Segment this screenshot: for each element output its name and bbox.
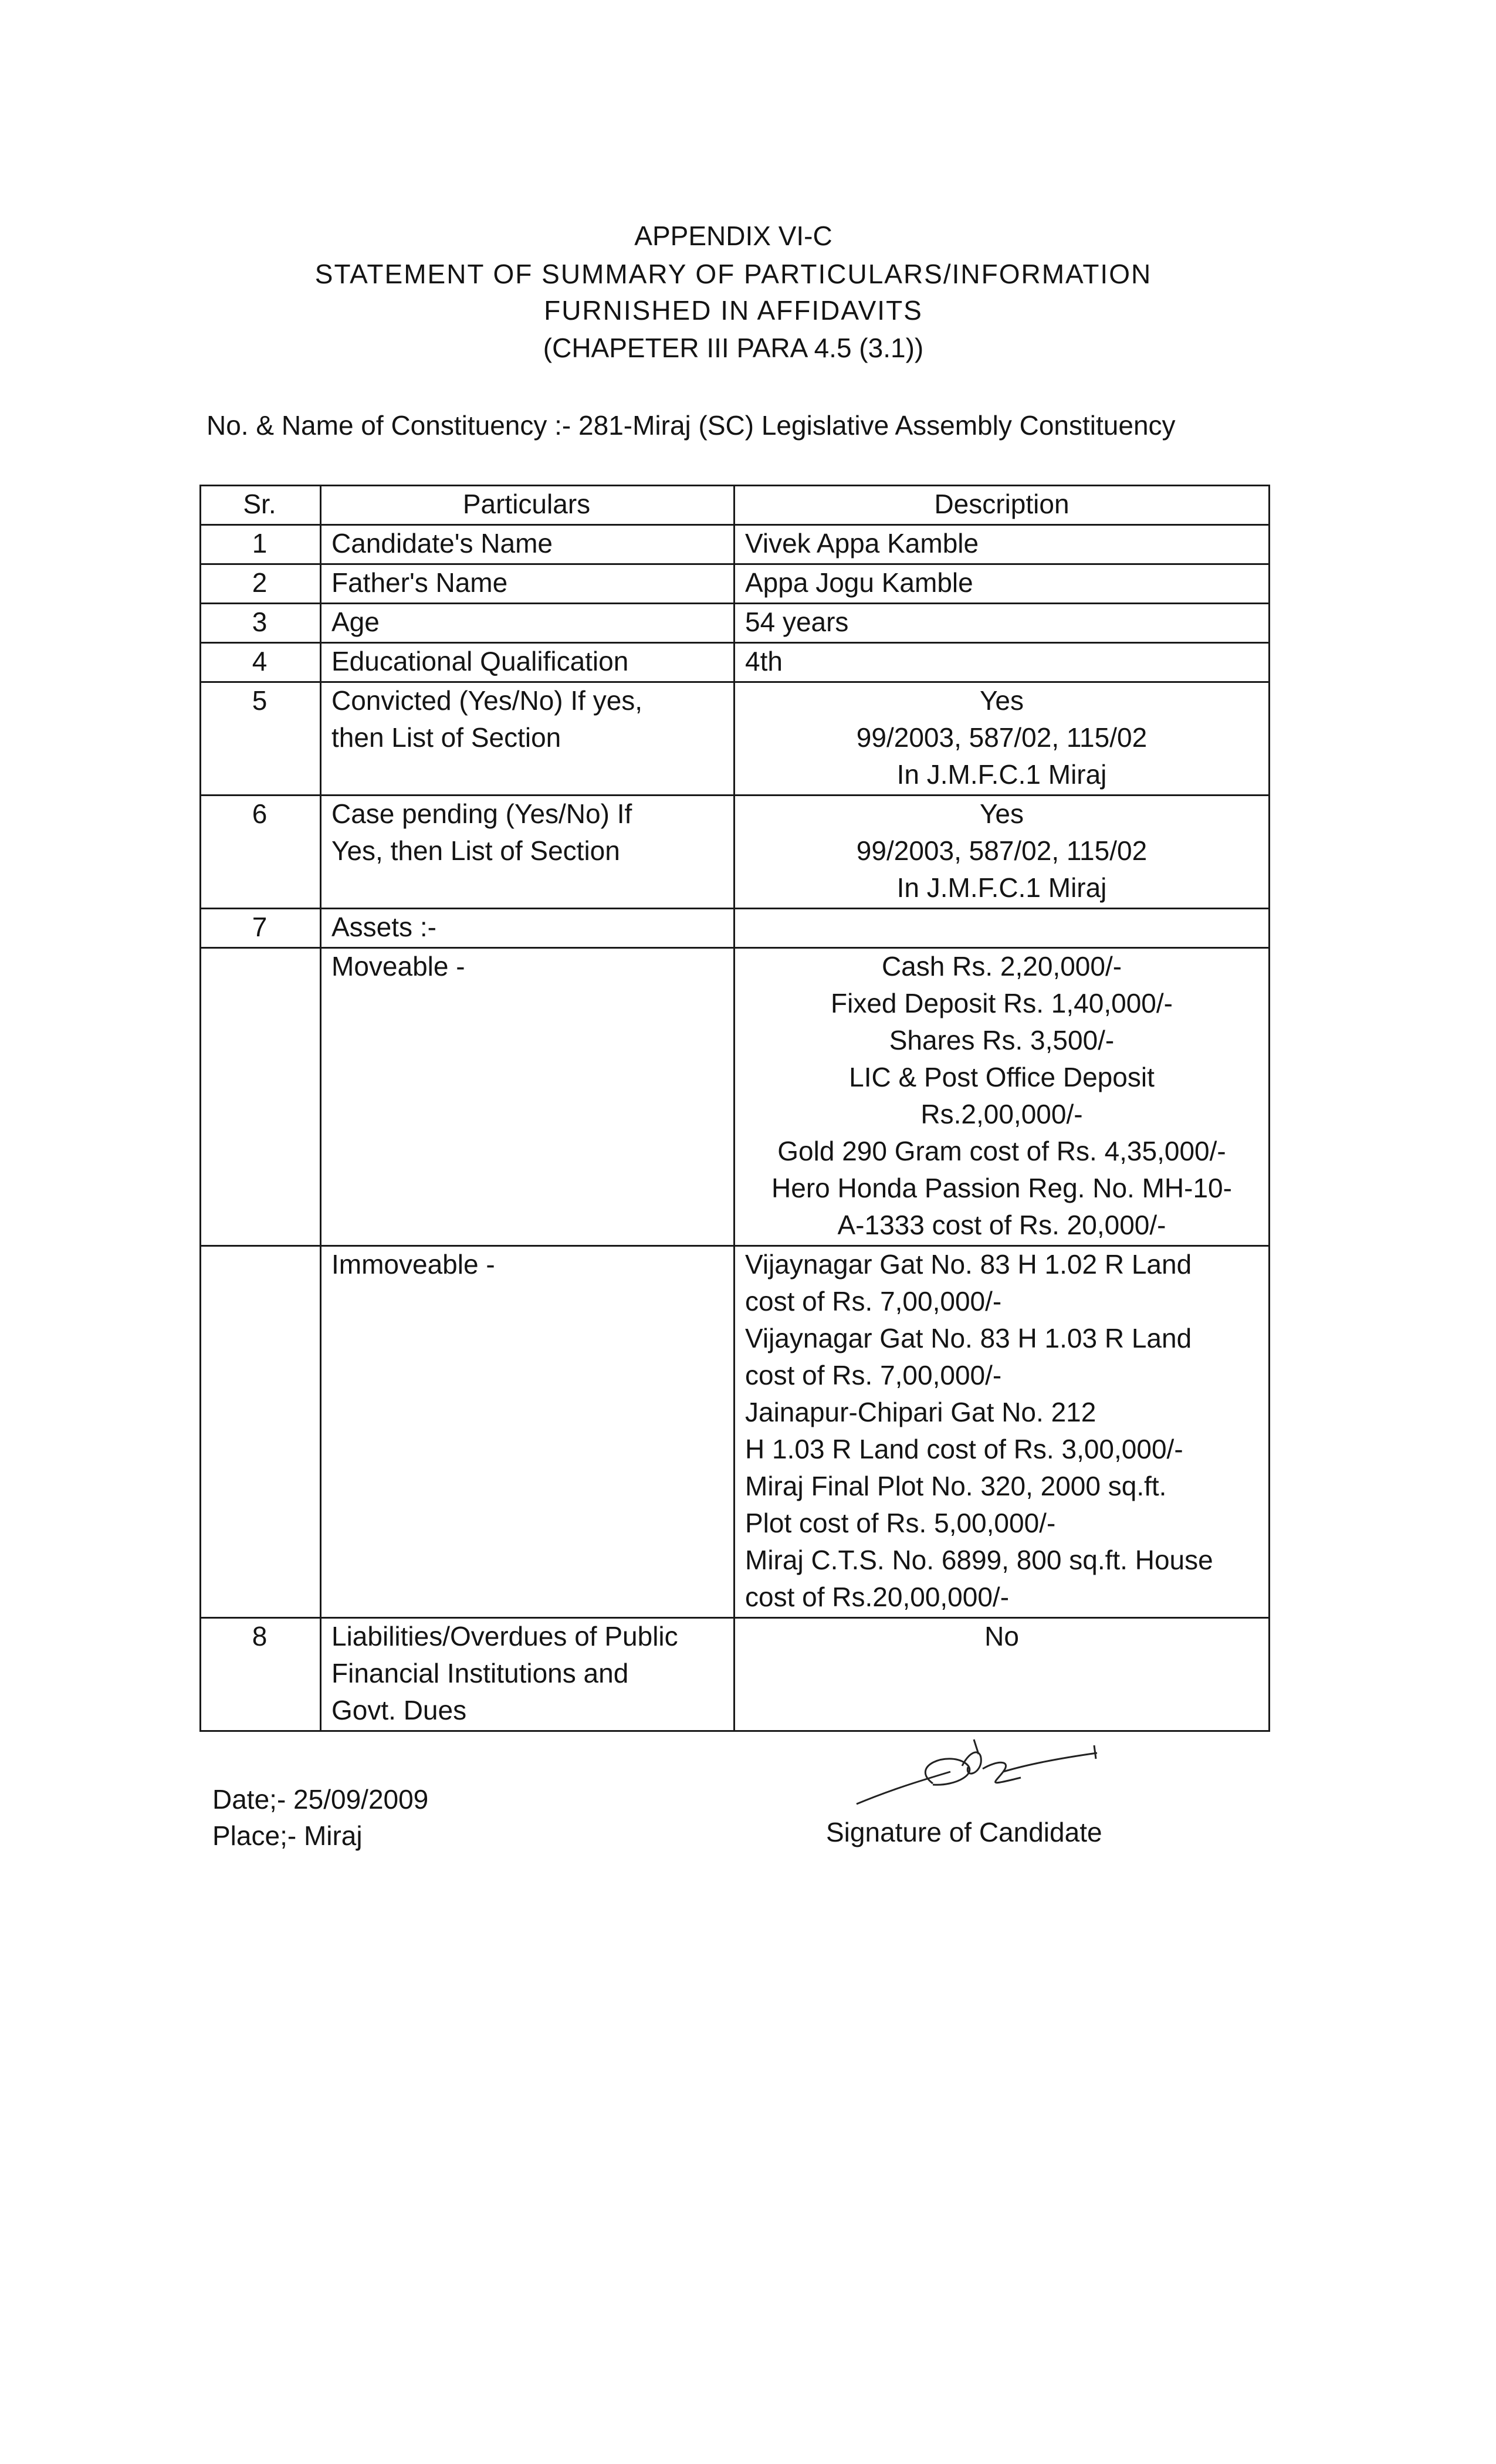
table-row-divider [199,1730,1270,1732]
date-line: Date;- 25/09/2009 [212,1784,429,1815]
row-particular: Educational Qualification [331,646,629,676]
row-description: Cash Rs. 2,20,000/- [881,951,1122,981]
row-description: H 1.03 R Land cost of Rs. 3,00,000/- [745,1434,1183,1464]
row-description: In J.M.F.C.1 Miraj [896,759,1107,790]
row-particular: Case pending (Yes/No) If [331,798,632,829]
header-particulars: Particulars [462,489,591,519]
row-sr-number: 3 [252,607,268,637]
affidavit-subtitle: FURNISHED IN AFFIDAVITS [544,295,923,326]
header-sr: Sr. [243,489,276,519]
signature-label: Signature of Candidate [826,1817,1102,1847]
row-particular: Financial Institutions and [331,1658,629,1688]
row-description: 54 years [745,607,849,637]
statement-title: STATEMENT OF SUMMARY OF PARTICULARS/INFORMATION [314,259,1152,289]
row-description: Miraj C.T.S. No. 6899, 800 sq.ft. House [745,1545,1213,1575]
row-sr-number: 8 [252,1621,268,1651]
row-description: cost of Rs.20,00,000/- [745,1582,1010,1612]
row-particular: Convicted (Yes/No) If yes, [331,685,643,716]
row-description: cost of Rs. 7,00,000/- [745,1286,1002,1316]
particulars-table [199,485,1270,1725]
row-description: A-1333 cost of Rs. 20,000/- [837,1210,1166,1240]
row-description: Jainapur-Chipari Gat No. 212 [745,1397,1096,1427]
row-description: Vijaynagar Gat No. 83 H 1.02 R Land [745,1249,1192,1280]
constituency-line: No. & Name of Constituency :- 281-Miraj (SC) Legislative Assembly Constituency [207,410,1176,441]
row-sr-number: 6 [252,798,268,829]
row-description: Hero Honda Passion Reg. No. MH-10- [771,1173,1232,1203]
row-description: Vivek Appa Kamble [745,528,979,559]
row-particular: Age [331,607,380,637]
row-description: Appa Jogu Kamble [745,567,973,598]
row-particular: Liabilities/Overdues of Public [331,1621,678,1651]
row-particular: Moveable - [331,951,465,981]
chapter-reference: (CHAPETER III PARA 4.5 (3.1)) [543,333,924,363]
row-description: Yes [979,798,1024,829]
row-description: Yes [979,685,1024,716]
row-particular: then List of Section [331,722,561,753]
place-line: Place;- Miraj [212,1820,363,1851]
row-description: LIC & Post Office Deposit [849,1062,1155,1092]
row-description: Fixed Deposit Rs. 1,40,000/- [831,988,1173,1018]
row-particular: Father's Name [331,567,508,598]
row-description: 4th [745,646,783,676]
row-description: 99/2003, 587/02, 115/02 [856,722,1148,753]
row-sr-number: 4 [252,646,268,676]
header-description: Description [934,489,1069,519]
row-description: Plot cost of Rs. 5,00,000/- [745,1508,1056,1538]
row-sr-number: 1 [252,528,268,559]
row-description: Vijaynagar Gat No. 83 H 1.03 R Land [745,1323,1192,1353]
row-description: cost of Rs. 7,00,000/- [745,1360,1002,1390]
appendix-title: APPENDIX VI-C [634,221,832,251]
row-description: Shares Rs. 3,500/- [889,1025,1115,1055]
row-sr-number: 2 [252,567,268,598]
row-particular: Assets :- [331,912,436,942]
row-description: Miraj Final Plot No. 320, 2000 sq.ft. [745,1471,1167,1501]
row-description: In J.M.F.C.1 Miraj [896,872,1107,903]
candidate-signature [845,1731,1103,1813]
row-description: No [984,1621,1019,1651]
row-particular: Govt. Dues [331,1695,467,1725]
row-sr-number: 7 [252,912,268,942]
row-sr-number: 5 [252,685,268,716]
row-description: Gold 290 Gram cost of Rs. 4,35,000/- [777,1136,1226,1166]
row-particular: Immoveable - [331,1249,495,1280]
row-description: 99/2003, 587/02, 115/02 [856,835,1148,866]
row-particular: Candidate's Name [331,528,553,559]
row-particular: Yes, then List of Section [331,835,620,866]
row-description: Rs.2,00,000/- [920,1099,1083,1129]
